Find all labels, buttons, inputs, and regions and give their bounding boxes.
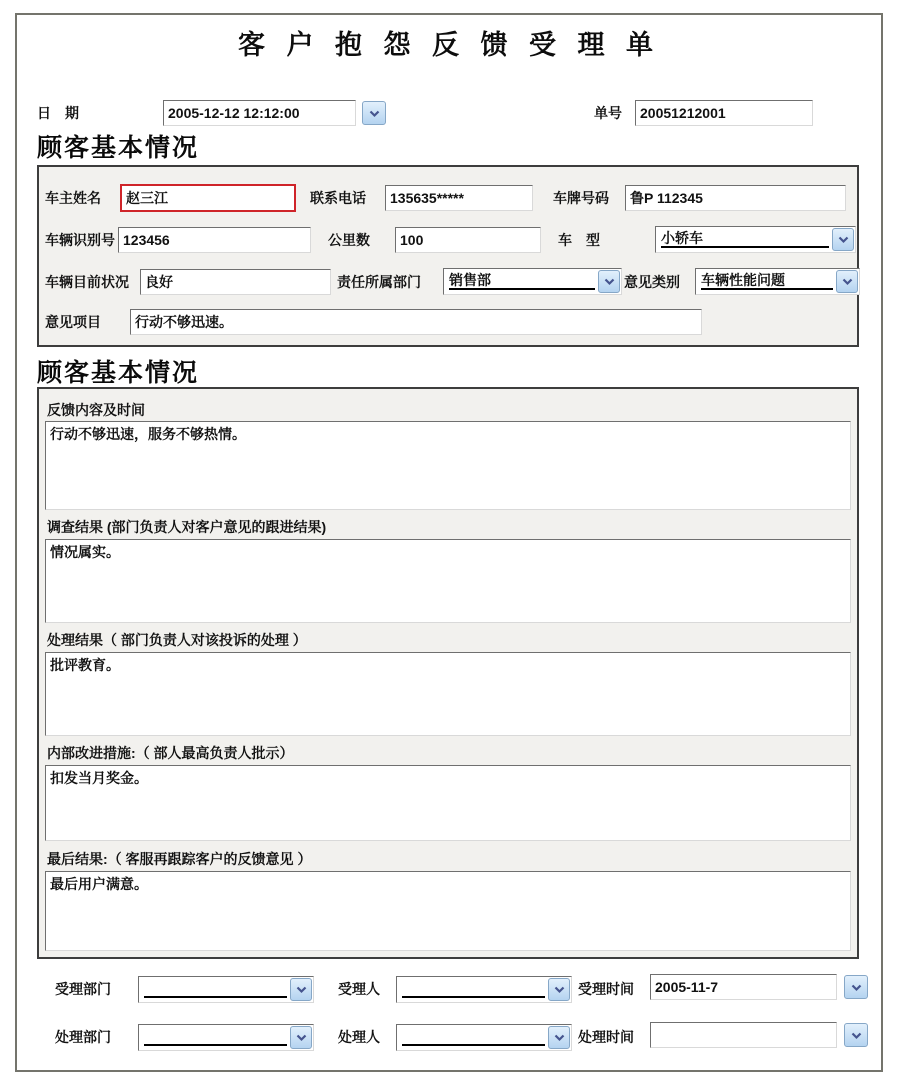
- owner-name-input[interactable]: [120, 184, 296, 212]
- department-label: 责任所属部门: [337, 274, 421, 290]
- accept-person-combo[interactable]: [396, 976, 572, 1003]
- department-value: 销售部: [449, 272, 595, 290]
- process-person-combo[interactable]: [396, 1024, 572, 1051]
- investigation-label: 调查结果 (部门负责人对客户意见的跟进结果): [47, 519, 327, 535]
- category-combo[interactable]: [695, 268, 860, 295]
- chevron-down-icon: [296, 982, 307, 997]
- phone-label: 联系电话: [310, 190, 366, 206]
- form-title: 客 户 抱 怨 反 馈 受 理 单: [237, 30, 660, 60]
- department-combo[interactable]: [443, 268, 622, 295]
- category-value: 车辆性能问题: [701, 272, 833, 290]
- plate-label: 车牌号码: [553, 190, 609, 206]
- vin-input[interactable]: [118, 227, 311, 253]
- feedback-label: 反馈内容及时间: [47, 402, 145, 418]
- process-person-value: [402, 1028, 545, 1046]
- improvement-textarea[interactable]: [45, 765, 851, 841]
- process-person-label: 处理人: [338, 1029, 380, 1045]
- accept-time-picker-button[interactable]: [844, 975, 868, 999]
- chevron-down-icon: [369, 106, 380, 121]
- plate-input[interactable]: [625, 185, 846, 211]
- process-time-picker-button[interactable]: [844, 1023, 868, 1047]
- order-no-input[interactable]: [635, 100, 813, 126]
- accept-person-label: 受理人: [338, 981, 380, 997]
- chevron-down-icon: [842, 274, 853, 289]
- department-dropdown-button[interactable]: [598, 270, 620, 293]
- feedback-box: [37, 387, 859, 959]
- section2-header: 顾客基本情况: [37, 359, 200, 387]
- vin-label: 车辆识别号: [45, 232, 115, 248]
- section1-header: 顾客基本情况: [37, 134, 200, 162]
- improvement-label: 内部改进措施:（ 部人最高负责人批示）: [47, 745, 294, 761]
- date-picker-button[interactable]: [362, 101, 386, 125]
- chevron-down-icon: [554, 1030, 565, 1045]
- opinion-item-input[interactable]: [130, 309, 702, 335]
- process-dept-label: 处理部门: [55, 1029, 111, 1045]
- date-input[interactable]: [163, 100, 356, 126]
- category-dropdown-button[interactable]: [836, 270, 858, 293]
- process-dept-dropdown-button[interactable]: [290, 1026, 312, 1049]
- chevron-down-icon: [604, 274, 615, 289]
- form-frame: [15, 13, 883, 1072]
- accept-person-dropdown-button[interactable]: [548, 978, 570, 1001]
- handling-label: 处理结果（ 部门负责人对该投诉的处理 ）: [47, 632, 307, 648]
- feedback-textarea[interactable]: [45, 421, 851, 510]
- chevron-down-icon: [554, 982, 565, 997]
- accept-time-input[interactable]: [650, 974, 837, 1000]
- vehicle-type-label: 车 型: [558, 232, 600, 248]
- condition-input[interactable]: [140, 269, 331, 295]
- process-time-label: 处理时间: [578, 1029, 634, 1045]
- mileage-input[interactable]: [395, 227, 541, 253]
- date-label: 日 期: [37, 105, 79, 121]
- accept-time-label: 受理时间: [578, 981, 634, 997]
- vehicle-type-dropdown-button[interactable]: [832, 228, 854, 251]
- process-person-dropdown-button[interactable]: [548, 1026, 570, 1049]
- chevron-down-icon: [851, 1028, 862, 1043]
- vehicle-type-combo[interactable]: [655, 226, 856, 253]
- final-result-label: 最后结果:（ 客服再跟踪客户的反馈意见 ）: [47, 851, 312, 867]
- customer-info-box: [37, 165, 859, 347]
- accept-dept-label: 受理部门: [55, 981, 111, 997]
- final-result-textarea[interactable]: [45, 871, 851, 951]
- process-dept-value: [144, 1028, 287, 1046]
- owner-name-label: 车主姓名: [45, 190, 101, 206]
- category-label: 意见类别: [624, 274, 680, 290]
- accept-dept-combo[interactable]: [138, 976, 314, 1003]
- investigation-textarea[interactable]: [45, 539, 851, 623]
- condition-label: 车辆目前状况: [45, 274, 129, 290]
- chevron-down-icon: [851, 980, 862, 995]
- chevron-down-icon: [296, 1030, 307, 1045]
- chevron-down-icon: [838, 232, 849, 247]
- accept-dept-value: [144, 980, 287, 998]
- mileage-label: 公里数: [328, 232, 370, 248]
- handling-textarea[interactable]: [45, 652, 851, 736]
- phone-input[interactable]: [385, 185, 533, 211]
- vehicle-type-value: 小轿车: [661, 230, 829, 248]
- order-no-label: 单号: [594, 105, 622, 121]
- process-dept-combo[interactable]: [138, 1024, 314, 1051]
- accept-person-value: [402, 980, 545, 998]
- process-time-input[interactable]: [650, 1022, 837, 1048]
- opinion-item-label: 意见项目: [45, 314, 101, 330]
- accept-dept-dropdown-button[interactable]: [290, 978, 312, 1001]
